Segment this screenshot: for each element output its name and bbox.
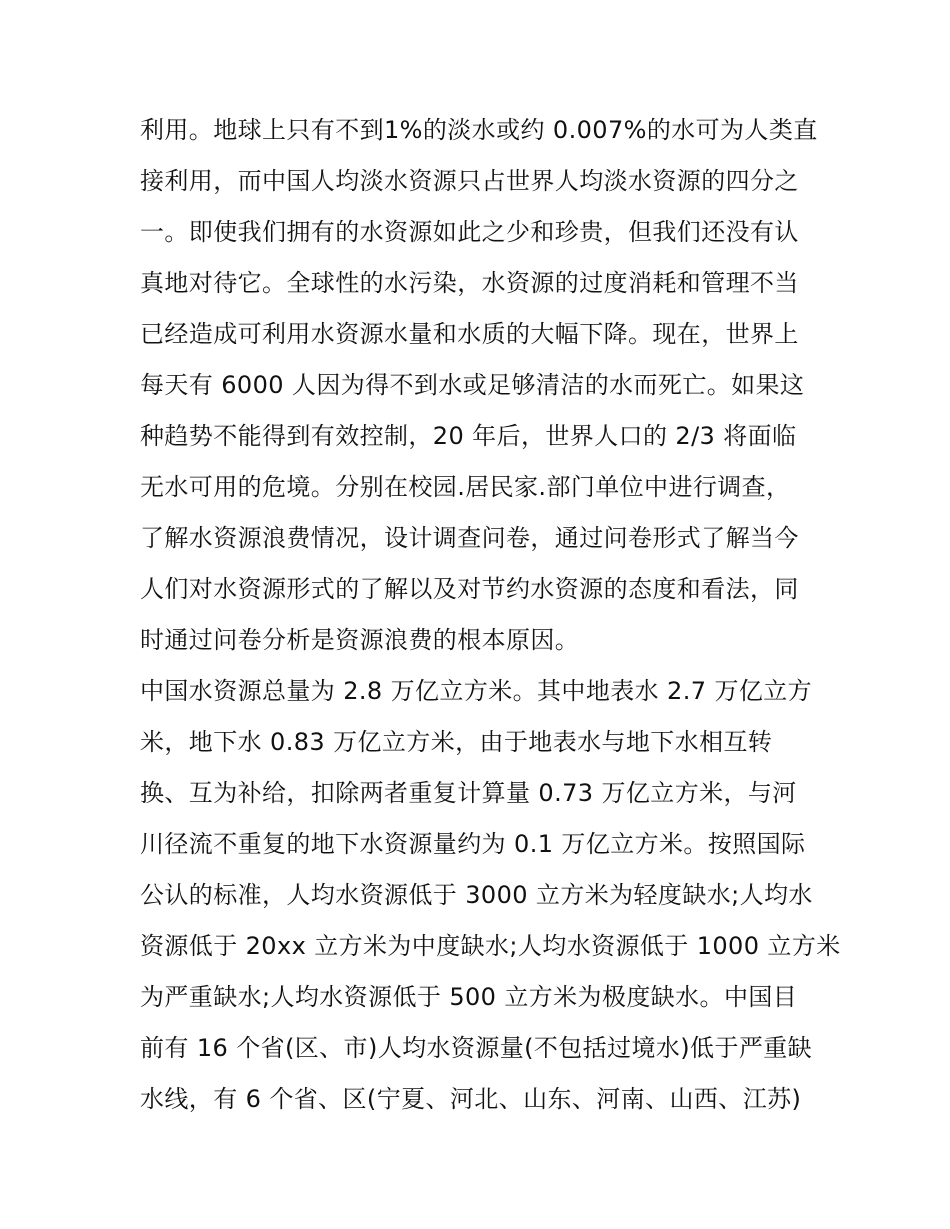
text-line: 真地对待它。全球性的水污染，水资源的过度消耗和管理不当 [140, 269, 799, 297]
text-line: 种趋势不能得到有效控制，20 年后，世界人口的 2/3 将面临 [140, 422, 797, 450]
text-line: 中国水资源总量为 2.8 万亿立方米。其中地表水 2.7 万亿立方 [140, 677, 813, 705]
text-line: 了解水资源浪费情况，设计调查问卷，通过问卷形式了解当今 [140, 524, 799, 552]
text-line: 已经造成可利用水资源水量和水质的大幅下降。现在，世界上 [140, 320, 799, 348]
text-line: 换、互为补给，扣除两者重复计算量 0.73 万亿立方米，与河 [140, 779, 797, 807]
text-line: 米，地下水 0.83 万亿立方米，由于地表水与地下水相互转 [140, 728, 773, 756]
text-line: 前有 16 个省(区、市)人均水资源量(不包括过境水)低于严重缺 [140, 1034, 813, 1062]
text-line: 川径流不重复的地下水资源量约为 0.1 万亿立方米。按照国际 [140, 830, 806, 858]
text-line: 利用。地球上只有不到1%的淡水或约 0.007%的水可为人类直 [140, 116, 818, 144]
text-line: 公认的标准，人均水资源低于 3000 立方米为轻度缺水;人均水 [140, 881, 813, 909]
text-line: 接利用，而中国人均淡水资源只占世界人均淡水资源的四分之 [140, 167, 799, 195]
text-line: 时通过问卷分析是资源浪费的根本原因。 [140, 626, 580, 654]
text-line: 人们对水资源形式的了解以及对节约水资源的态度和看法，同 [140, 575, 799, 603]
text-line: 水线，有 6 个省、区(宁夏、河北、山东、河南、山西、江苏) [140, 1085, 802, 1113]
text-line: 每天有 6000 人因为得不到水或足够清洁的水而死亡。如果这 [140, 371, 805, 399]
text-line: 无水可用的危境。分别在校园.居民家.部门单位中进行调查， [140, 473, 791, 501]
text-line: 资源低于 20xx 立方米为中度缺水;人均水资源低于 1000 立方米 [140, 932, 841, 960]
text-line: 为严重缺水;人均水资源低于 500 立方米为极度缺水。中国目 [140, 983, 798, 1011]
text-line: 一。即使我们拥有的水资源如此之少和珍贵，但我们还没有认 [140, 218, 799, 246]
